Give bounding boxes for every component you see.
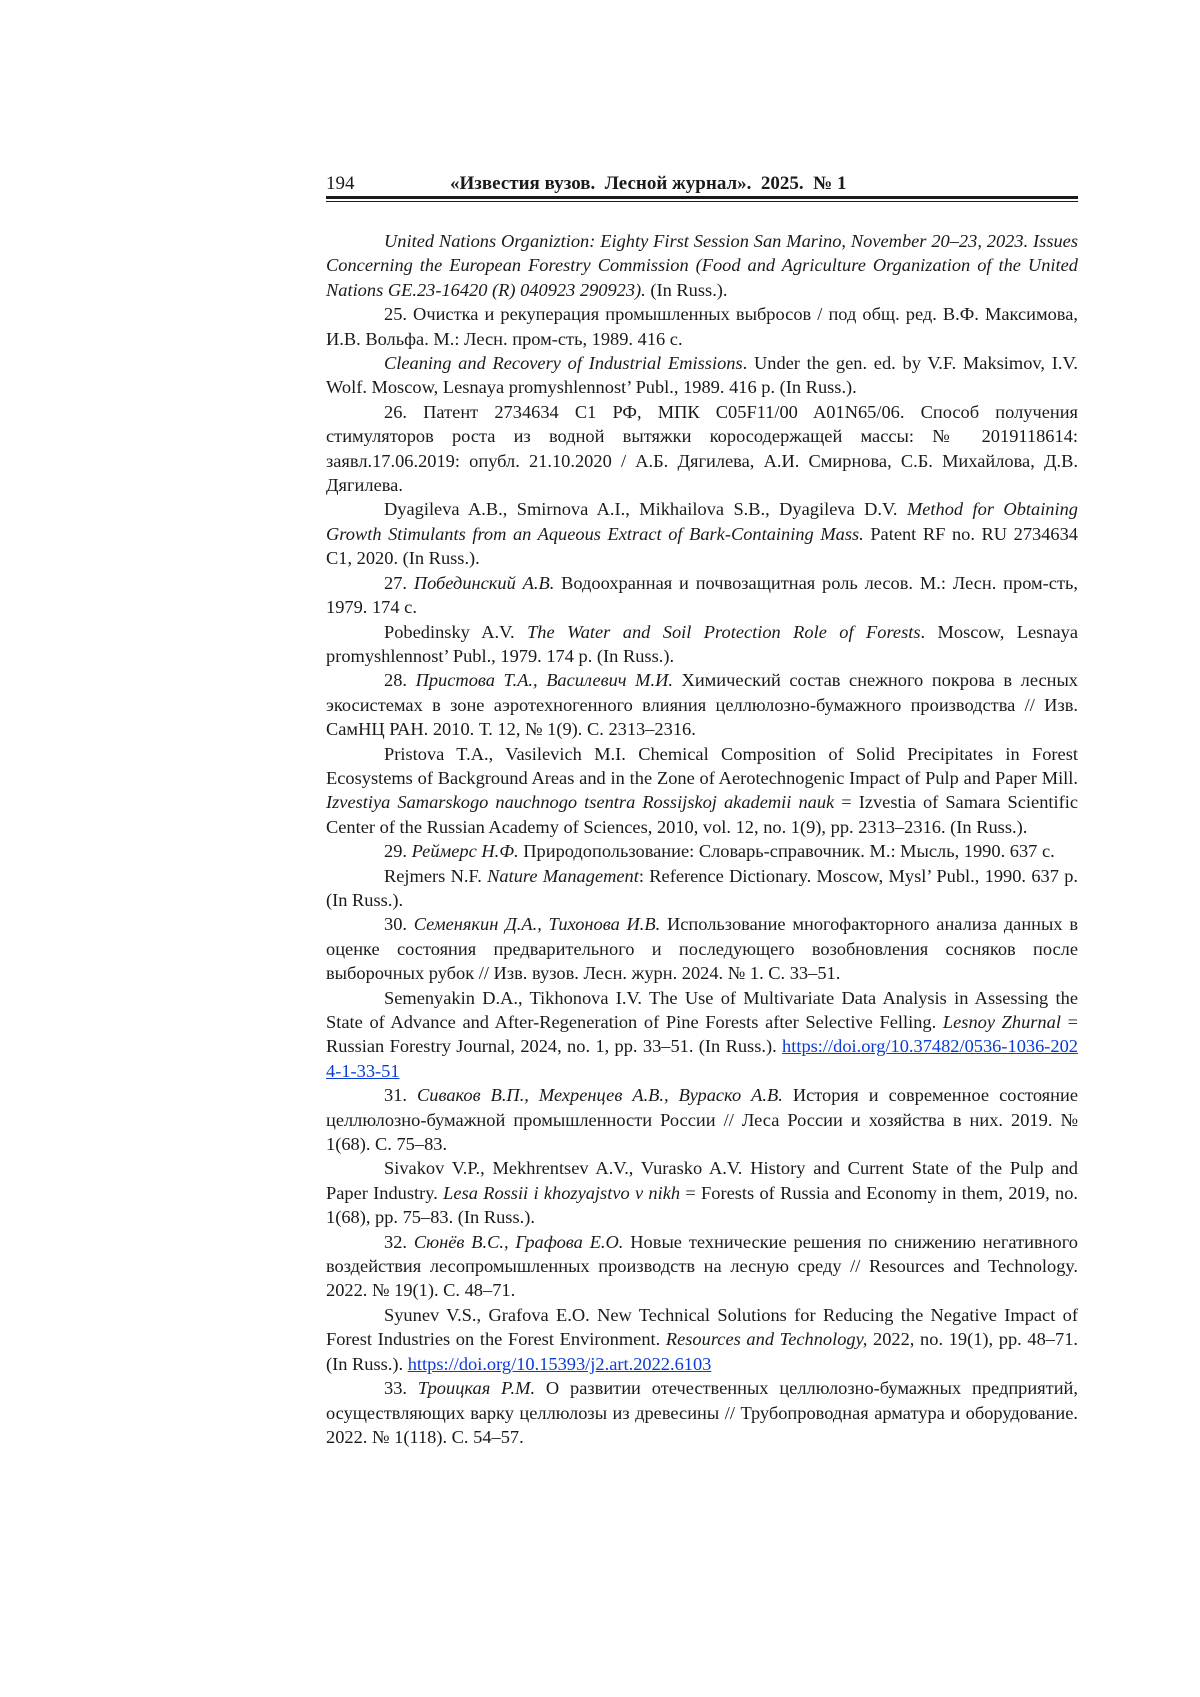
text-segment: Новые технические решения по снижению негативного воздействия лесопромышленных производств на лесную среду // Resources and Technology. 2022. № 19(1). С. 48–71. <box>326 1232 1078 1301</box>
reference-entry <box>326 1303 1078 1376</box>
italic-segment: Method for Obtaining Growth Stimulants from an Aqueous Extract of Bark-Containing Mass. <box>326 499 1078 543</box>
text-segment: 31. <box>384 1085 417 1105</box>
text-segment: 26. Патент 2734634 C1 РФ, МПК C05F11/00 A01N65/06. Способ получения стимуляторов роста из водной вытяжки коросодержащей массы: № 2019118614: заявл.17.06.2019: опубл. 21.10.2020 / А.Б. Дягилева, А.И. Смирнова, С.Б. Михайлова, Д.В. Дягилева. <box>326 402 1078 495</box>
reference-entry <box>326 1083 1078 1156</box>
text-segment: 2022, no. 19(1), pp. 48–71. (In Russ.). <box>326 1329 1078 1373</box>
running-header <box>326 172 1078 202</box>
italic-segment: Сюнёв В.С., Графова Е.О. <box>414 1232 624 1252</box>
reference-entry <box>326 668 1078 741</box>
header-rule-thin <box>326 201 1078 202</box>
reference-entry <box>326 864 1078 913</box>
text-segment: 33. <box>384 1378 418 1398</box>
text-segment: Водоохранная и почвозащитная роль лесов. М.: Лесн. пром-сть, 1979. 174 с. <box>326 573 1078 617</box>
doi-link[interactable]: https://doi.org/10.37482/0536-1036-2024-1-33-51 <box>326 1036 1078 1080</box>
reference-entry <box>326 1230 1078 1303</box>
italic-segment: Семенякин Д.А., Тихонова И.В. <box>414 914 661 934</box>
text-segment: : Reference Dictionary. Moscow, Mysl’ Publ., 1990. 637 p. (In Russ.). <box>326 866 1078 910</box>
text-segment: История и современное состояние целлюлозно-бумажной промышленности России // Леса России и хозяйства в них. 2019. № 1(68). С. 75–83. <box>326 1085 1078 1154</box>
text-segment: = Izvestia of Samara Scientific Center of the Russian Academy of Sciences, 2010, vol. 12, no. 1(9), pp. 2313–2316. (In Russ.). <box>326 792 1078 836</box>
text-segment: . Moscow, Lesnaya promyshlennost’ Publ., 1979. 174 p. (In Russ.). <box>326 622 1078 666</box>
text-segment: Semenyakin D.A., Tikhonova I.V. The Use of Multivariate Data Analysis in Assessing the State of Advance and After-Regeneration of Pine Forests after Selective Felling. <box>326 988 1078 1032</box>
italic-segment: Побединский А.В. <box>414 573 554 593</box>
italic-segment: Cleaning and Recovery of Industrial Emissions <box>384 353 743 373</box>
text-segment: 25. Очистка и рекуперация промышленных выбросов / под общ. ред. В.Ф. Максимова, И.В. Вольфа. М.: Лесн. пром-сть, 1989. 416 с. <box>326 304 1078 348</box>
reference-entry <box>326 742 1078 840</box>
text-segment: Природопользование: Словарь-справочник. М.: Мысль, 1990. 637 с. <box>519 841 1055 861</box>
reference-entry <box>326 302 1078 351</box>
text-segment: 32. <box>384 1232 414 1252</box>
text-segment: 29. <box>384 841 412 861</box>
reference-list <box>326 229 1078 1449</box>
italic-segment: Izvestiya Samarskogo nauchnogo tsentra Rossijskoj akademii nauk <box>326 792 834 812</box>
text-segment: 27. <box>384 573 414 593</box>
text-segment: . Under the gen. ed. by V.F. Maksimov, I.V. Wolf. Moscow, Lesnaya promyshlennost’ Publ., 1989. 416 p. (In Russ.). <box>326 353 1078 397</box>
journal-title: «Известия вузов. Лесной журнал». 2025. № 1 <box>450 172 847 196</box>
page-number: 194 <box>326 172 355 196</box>
italic-segment: Lesnoy Zhurnal <box>943 1012 1061 1032</box>
italic-segment: The Water and Soil Protection Role of Forests <box>527 622 920 642</box>
reference-entry <box>326 229 1078 302</box>
text-segment: Использование многофакторного анализа данных в оценке состояния предварительного и последующего возобновления сосняков после выборочных рубок // Изв. вузов. Лесн. журн. 2024. № 1. С. 33–51. <box>326 914 1078 983</box>
text-segment: Pobedinsky A.V. <box>384 622 527 642</box>
text-segment: (In Russ.). <box>646 280 728 300</box>
header-rule-thick <box>326 196 1078 199</box>
italic-segment: United Nations Organiztion: Eighty First Session San Marino, November 20–23, 2023. Issues Concerning the European Forestry Commission (Food and Agriculture Organization of the United Nations GE.23-16420 (R) 040923 290923). <box>326 231 1078 300</box>
reference-entry <box>326 351 1078 400</box>
text-segment: = Forests of Russia and Economy in them, 2019, no. 1(68), pp. 75–83. (In Russ.). <box>326 1183 1078 1227</box>
italic-segment: Resources and Technology, <box>666 1329 868 1349</box>
reference-entry <box>326 620 1078 669</box>
italic-segment: Lesa Rossii i khozyajstvo v nikh <box>443 1183 680 1203</box>
italic-segment: Пристова Т.А., Василевич М.И. <box>416 670 673 690</box>
reference-entry <box>326 1156 1078 1229</box>
reference-entry <box>326 986 1078 1084</box>
text-segment: = Russian Forestry Journal, 2024, no. 1, pp. 33–51. (In Russ.). <box>326 1012 1078 1056</box>
reference-entry <box>326 912 1078 985</box>
text-segment: Sivakov V.P., Mekhrentsev A.V., Vurasko A.V. History and Current State of the Pulp and Paper Industry. <box>326 1158 1078 1202</box>
text-segment: Химический состав снежного покрова в лесных экосистемах в зоне аэротехногенного влияния целлюлозно-бумажного производства // Изв. СамНЦ РАН. 2010. Т. 12, № 1(9). С. 2313–2316. <box>326 670 1078 739</box>
text-segment: О развитии отечественных целлюлозно-бумажных предприятий, осуществляющих варку целлюлозы из древесины // Трубопроводная арматура и оборудование. 2022. № 1(118). С. 54–57. <box>326 1378 1078 1447</box>
text-segment: Rejmers N.F. <box>384 866 487 886</box>
text-segment: Patent RF no. RU 2734634 C1, 2020. (In Russ.). <box>326 524 1078 568</box>
text-segment: Pristova T.A., Vasilevich M.I. Chemical Composition of Solid Precipitates in Forest Ecosystems of Background Areas and in the Zone of Aerotechnogenic Impact of Pulp and Paper Mill. <box>326 744 1078 788</box>
italic-segment: Троицкая Р.М. <box>418 1378 535 1398</box>
reference-entry <box>326 571 1078 620</box>
italic-segment: Реймерс Н.Ф. <box>412 841 519 861</box>
text-segment: 30. <box>384 914 414 934</box>
text-segment: Syunev V.S., Grafova E.O. New Technical Solutions for Reducing the Negative Impact of Forest Industries on the Forest Environment. <box>326 1305 1078 1349</box>
text-segment: Dyagileva A.B., Smirnova A.I., Mikhailova S.B., Dyagileva D.V. <box>384 499 907 519</box>
italic-segment: Nature Management <box>487 866 639 886</box>
reference-entry <box>326 400 1078 498</box>
reference-entry <box>326 839 1078 863</box>
reference-entry <box>326 497 1078 570</box>
text-segment: 28. <box>384 670 416 690</box>
reference-entry <box>326 1376 1078 1449</box>
italic-segment: Сиваков В.П., Мехренцев А.В., Вураско А.В. <box>417 1085 783 1105</box>
doi-link[interactable]: https://doi.org/10.15393/j2.art.2022.6103 <box>408 1354 712 1374</box>
